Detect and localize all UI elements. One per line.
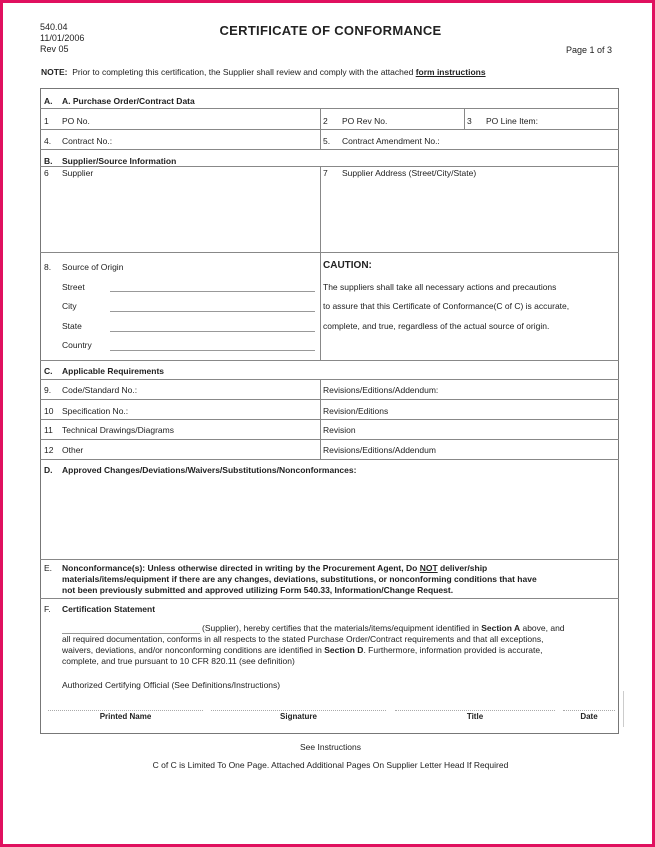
divider [40,252,619,253]
section-b-title: Supplier/Source Information [62,156,177,166]
section-d-title: Approved Changes/Deviations/Waivers/Substitutions/Nonconformances: [62,465,357,475]
nonconformance-statement [62,563,618,596]
page-title: CERTIFICATE OF CONFORMANCE [219,23,442,38]
cert-text-1a: (Supplier), hereby certifies that the materials/items/equipment identified in [202,623,482,633]
title-label: Title [466,712,484,721]
certification-statement [62,623,618,667]
state-field[interactable] [110,331,315,332]
field-number: 2 [323,116,328,126]
caution-text-3: complete, and true, regardless of the actual source of origin. [323,321,550,331]
po-rev-label: PO Rev No. [342,116,388,126]
section-f-letter: F. [44,604,51,614]
nonconformance-text-2: materials/items/equipment if there are any changes, deviations, substitutions, or nonconforming conditions that have [62,574,537,584]
printed-name-label: Printed Name [99,712,152,721]
field-number: 4. [44,136,52,146]
divider [40,399,619,400]
state-label: State [62,321,82,331]
date-label: Date [580,712,598,721]
printed-name-field[interactable] [48,710,203,711]
po-number-label: PO No. [62,116,90,126]
divider [40,559,619,560]
signature-label: Signature [280,712,317,721]
page-number: Page 1 of 3 [565,45,612,55]
divider [40,419,619,420]
technical-drawings-label: Technical Drawings/Diagrams [62,425,174,435]
section-e-letter: E. [44,563,53,573]
other-revisions-label: Revisions/Editions/Addendum [323,445,436,455]
section-c-title: Applicable Requirements [62,366,165,376]
note-label: NOTE: [41,67,68,77]
drawings-revision-label: Revision [323,425,356,435]
nonconformance-not: NOT [419,563,438,573]
divider [40,129,619,130]
street-label: Street [62,282,85,292]
form-date: 11/01/2006 [40,33,85,43]
other-label: Other [62,445,84,455]
caution-text-1: The suppliers shall take all necessary actions and precautions [323,282,557,292]
form-revision: Rev 05 [40,44,69,54]
field-number: 11 [44,425,53,435]
divider [320,108,321,149]
section-f-title: Certification Statement [62,604,156,614]
street-field[interactable] [110,291,315,292]
divider [40,598,619,599]
country-label: Country [62,340,92,350]
cert-text-4: complete, and true pursuant to 10 CFR 820.11 (see definition) [62,656,295,666]
form-instructions-link[interactable]: form instructions [415,67,486,77]
code-revisions-label: Revisions/Editions/Addendum: [323,385,439,395]
field-number: 12 [44,445,54,455]
approved-changes-field[interactable] [43,479,616,557]
page-limit-note: C of C is Limited To One Page. Attached Additional Pages On Supplier Letter Head If Required [152,760,509,770]
contract-amendment-label: Contract Amendment No.: [342,136,440,146]
note-text: Prior to completing this certification, the Supplier shall review and comply with the attached [72,67,414,77]
caution-title: CAUTION: [323,260,372,271]
divider [40,379,619,380]
supplier-label: Supplier [62,168,94,178]
specification-revision-label: Revision/Editions [323,406,389,416]
supplier-address-label: Supplier Address (Street/City/State) [342,168,477,178]
section-c-letter: C. [44,366,53,376]
city-label: City [62,301,77,311]
title-field[interactable] [395,710,555,711]
cert-text-3c: . Furthermore, information provided is accurate, [363,645,543,655]
specification-label: Specification No.: [62,406,129,416]
field-number: 10 [44,406,54,416]
po-line-item-label: PO Line Item: [486,116,538,126]
note [41,67,486,77]
contract-number-label: Contract No.: [62,136,113,146]
section-a-title: A. Purchase Order/Contract Data [62,96,195,106]
caution-text-2: to assure that this Certificate of Conformance(C of C) is accurate, [323,301,570,311]
certifying-official-label: Authorized Certifying Official (See Definitions/Instructions) [62,680,281,690]
cert-text-3a: waivers, deviations, and/or nonconforming conditions are identified in [62,645,325,655]
divider [40,439,619,440]
nonconformance-text-3: not been previously submitted and approved utilizing Form 540.33, Information/Change Request. [62,585,454,595]
section-b-letter: B. [44,156,53,166]
cert-text-2: all required documentation, conforms in all respects to the stated Purchase Order/Contract requirements and that all exceptions, [62,634,544,644]
see-instructions-link[interactable]: See Instructions [300,742,361,752]
nonconformance-text-1a: Nonconformance(s): Unless otherwise directed in writing by the Procurement Agent, Do [62,563,420,573]
divider [40,108,619,109]
divider [464,108,465,129]
field-number: 8. [44,262,52,272]
divider [623,691,624,727]
signature-field[interactable] [211,710,386,711]
divider [320,166,321,360]
date-field[interactable] [563,710,615,711]
divider [40,459,619,460]
code-standard-label: Code/Standard No.: [62,385,138,395]
nonconformance-text-1b: deliver/ship [437,563,488,573]
field-number: 6 [44,168,49,178]
city-field[interactable] [110,311,315,312]
form-number: 540.04 [40,22,68,32]
field-number: 5. [323,136,331,146]
section-d-letter: D. [44,465,53,475]
source-of-origin-label: Source of Origin [62,262,124,272]
divider [40,166,619,167]
field-number: 1 [44,116,49,126]
divider [40,360,619,361]
field-number: 3 [467,116,472,126]
country-field[interactable] [110,350,315,351]
field-number: 9. [44,385,52,395]
divider [320,379,321,459]
cert-text-1c: above, and [520,623,565,633]
section-a-letter: A. [44,96,53,106]
divider [40,149,619,150]
field-number: 7 [323,168,328,178]
cert-section-a: Section A [481,623,521,633]
cert-section-d: Section D [324,645,364,655]
